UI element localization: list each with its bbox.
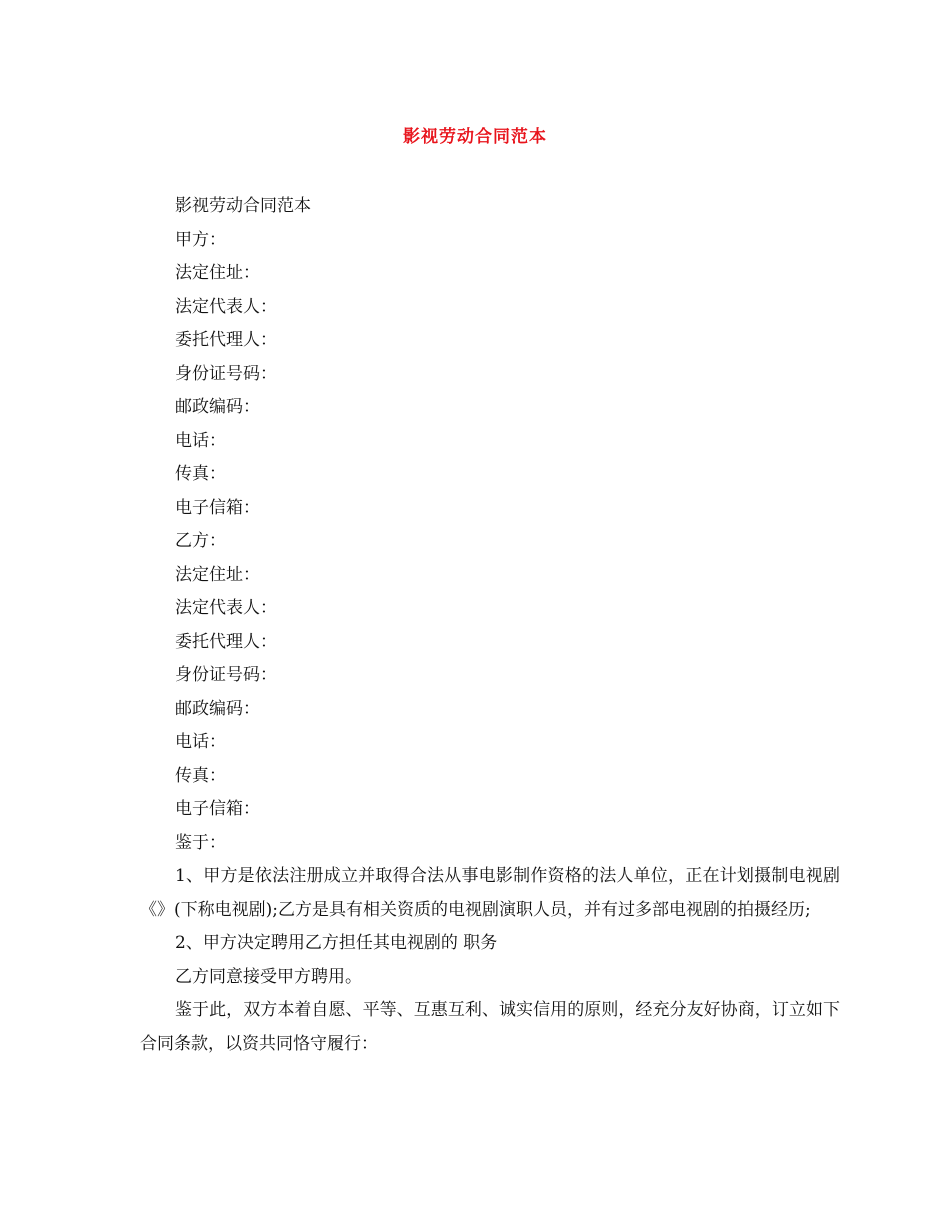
clause-paragraph: 鉴于此，双方本着自愿、平等、互惠互利、诚实信用的原则，经充分友好协商，订立如下合同条款，以资共同恪守履行： [140,1000,840,1054]
party-b-id-label: 身份证号码： [175,665,277,685]
party-a-address-label: 法定住址： [175,263,260,283]
party-b-label: 乙方： [175,531,226,551]
document-body [140,190,840,1061]
party-a-label: 甲方： [175,229,226,250]
party-b-phone-label: 电话： [175,732,226,752]
party-a-fax-label: 传真： [175,464,226,484]
party-b-email-label: 电子信箱： [175,799,260,819]
clause-paragraph: 2、甲方决定聘用乙方担任其电视剧的 职务 [175,933,498,953]
party-b-legal-rep-label: 法定代表人： [175,598,277,618]
party-a-email-label: 电子信箱： [175,497,260,518]
party-a-legal-rep-label: 法定代表人： [175,296,277,317]
party-a-phone-label: 电话： [175,430,226,451]
party-a-agent-label: 委托代理人： [175,330,277,350]
whereas-label: 鉴于： [175,832,226,853]
party-b-fax-label: 传真： [175,765,226,786]
clause-paragraph: 1、甲方是依法注册成立并取得合法从事电影制作资格的法人单位，正在计划摄制电视剧《》(下称电视剧);乙方是具有相关资质的电视剧演职人员，并有过多部电视剧的拍摄经历; [140,866,840,920]
party-b-agent-label: 委托代理人： [175,631,277,652]
document-title: 影视劳动合同范本 [403,127,547,147]
party-b-postcode-label: 邮政编码： [175,698,260,719]
party-a-id-label: 身份证号码： [175,363,277,384]
party-a-postcode-label: 邮政编码： [175,397,260,417]
heading-line: 影视劳动合同范本 [175,196,311,216]
clause-paragraph: 乙方同意接受甲方聘用。 [175,966,362,987]
party-b-address-label: 法定住址： [175,564,260,585]
